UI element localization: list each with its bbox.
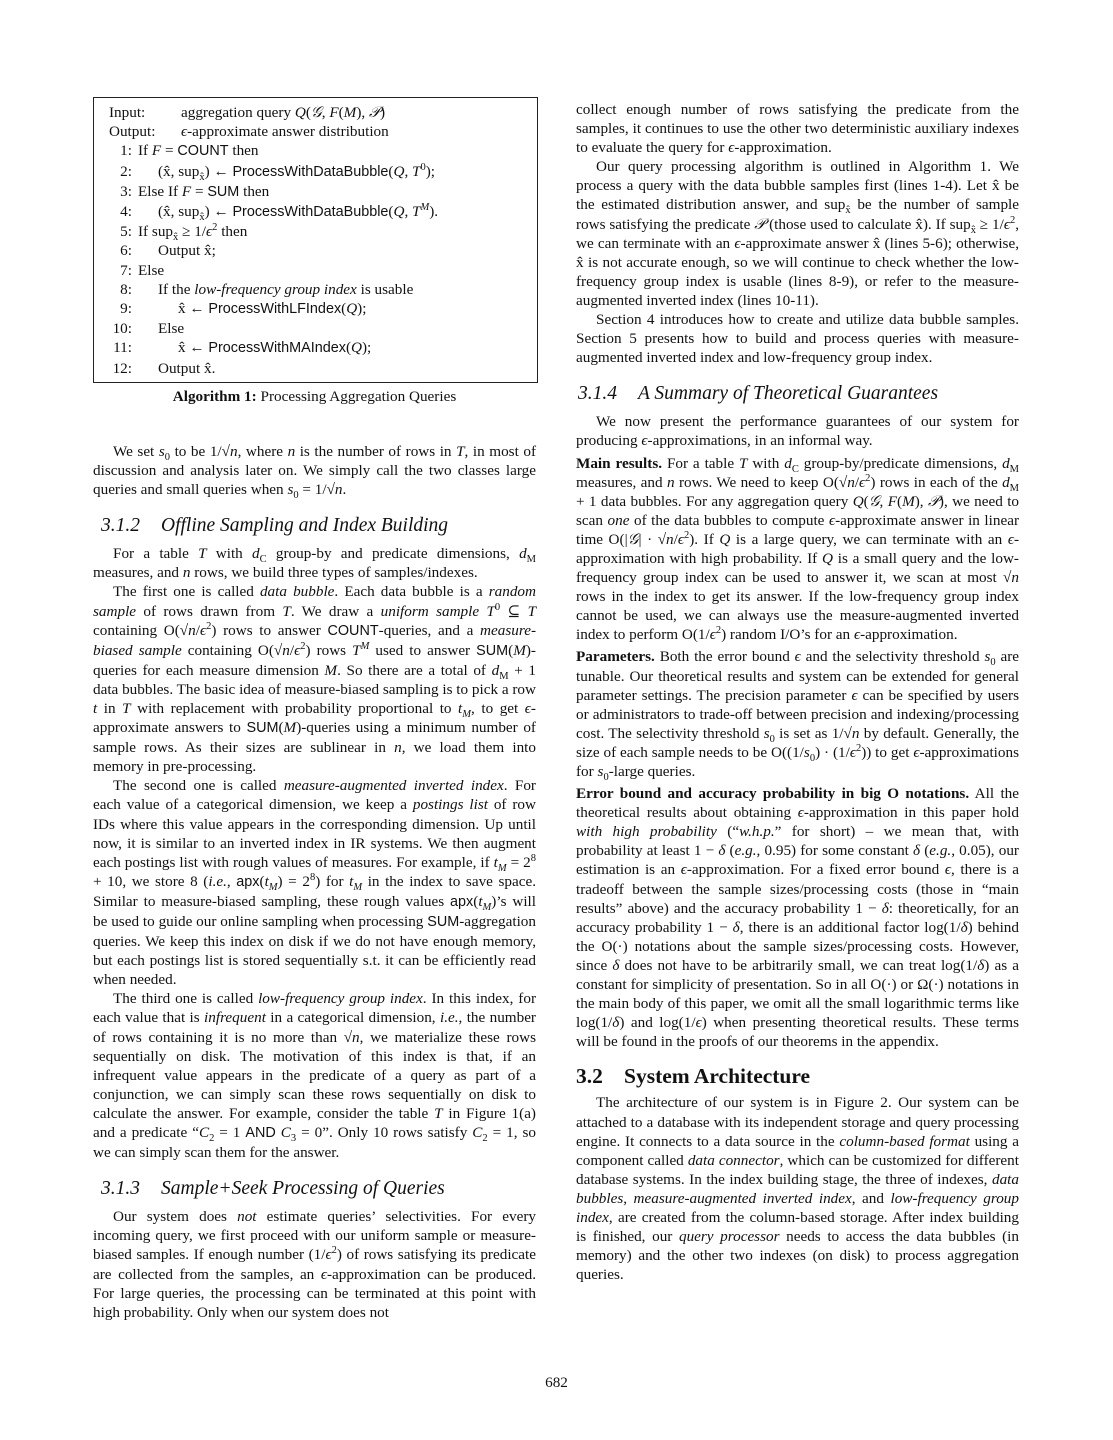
section-heading-3-1-4 — [578, 383, 1019, 405]
algorithm-line — [104, 222, 527, 244]
algorithm-line — [104, 280, 527, 299]
section-number: 3.1.3 — [101, 1178, 140, 1200]
algorithm-caption-label: Algorithm 1: — [172, 387, 257, 405]
right-column — [576, 100, 1019, 1284]
section-title: Sample+Seek Processing of Queries — [161, 1178, 445, 1200]
algorithm-input — [104, 103, 527, 122]
algorithm-line — [104, 338, 527, 358]
algorithm-input-text: aggregation query Q(𝒢, F(M), 𝒫) — [181, 104, 385, 121]
left-column — [93, 97, 536, 1322]
section-title: Offline Sampling and Index Building — [161, 515, 449, 537]
paragraph: The third one is called low-frequency group index. In this index, for each value that is infrequent in a categorical dimension, i.e., the number of rows containing it is no more than √n, we materialize these rows sequentially on disk. The motivation of this index is that, if an infrequent value appears in the predicate of a query as part of a conjunction, we can simply scan these rows sequentially on disk to calculate the answer. For example, consider the table T in Figure 1(a) and a predicate “$C_2 = 1$ AND $C_3 = 0$”. Only 10 rows satisfy $C_2 = 1$, so we can simply scan them for the answer. — [93, 990, 537, 1162]
algorithm-caption — [93, 387, 536, 406]
section-number: 3.2 — [576, 1064, 603, 1089]
paragraph: For a table T with $d_C$ group-by and predicate dimensions, $d_M$ measures, and n rows, we build three types of samples/indexes. — [93, 545, 536, 582]
algorithm-line-text: Else If F = SUM then — [138, 182, 270, 200]
algorithm-line-text: If the low-frequency group index is usable — [158, 280, 414, 298]
algorithm-line-number: 5: — [120, 223, 132, 241]
section-title: A Summary of Theoretical Guarantees — [638, 383, 939, 405]
paragraph-guarantees-intro: We now present the performance guarantees of our system for producing ϵ-approximations, in an informal way. — [576, 413, 1019, 450]
algorithm-line — [104, 359, 527, 378]
algorithm-line-number: 7: — [120, 261, 132, 279]
runin-heading-error-bound: Error bound and accuracy probability in big O notations. — [576, 785, 970, 803]
section-number: 3.1.2 — [101, 515, 140, 537]
algorithm-line — [104, 202, 527, 222]
paragraph-error-bound — [576, 784, 1019, 1051]
algorithm-box — [93, 97, 538, 383]
algorithm-output — [104, 122, 527, 141]
algorithm-line-number: 2: — [120, 162, 132, 180]
algorithm-line — [104, 319, 527, 338]
runin-heading-main-results: Main results. — [576, 454, 663, 472]
algorithm-line-number: 11: — [113, 339, 132, 357]
paragraph: Our system does not estimate queries’ selectivities. For every incoming query, we first proceed with our uniform sample or measure-biased samples. If enough number $(1/\epsilon^2)$ of rows satisfying its predicate are collected from the samples, an ϵ-approximation can be produced. For large queries, the processing can be terminated at this point with high probability. Only when our system does not — [93, 1208, 536, 1321]
section-heading-3-2 — [576, 1064, 1019, 1088]
section-3-1-3-body — [93, 1207, 536, 1322]
error-bound-text: All the theoretical results about obtaining ϵ-approximation in this paper hold with high probability (“w.h.p.” for short) – we mean that, with probability at least 1 − δ (e.g., 0.95) for some constant δ (e.g., 0.05), our estimation is an ϵ-approximation. For a fixed error bound ϵ, there is a tradeoff between the sample sizes/processing costs (those in “main results” above) and the accuracy probability 1 − δ: theoretically, for an accuracy probability 1 − δ, there is an additional factor log(1/δ) behind the O(·) notations about the sample sizes/processing costs. However, since δ does not have to be arbitrarily small, we can treat log(1/δ) as a constant for simplicity of presentation. So in all O(·) or Ω(·) notations in the main body of this paper, we omit all the small logarithmic terms like log(1/δ) and log(1/ϵ) when presenting theoretical results. These terms will be found in the proofs of our theorems in the appendix. — [576, 785, 1020, 1051]
parameters-text: Both the error bound ϵ and the selectivity threshold $s_0$ are tunable. Our theoretical results and system can be extended for general parameter settings. The precision parameter ϵ can be specified by users or administrators to trade-off between precision and indexing/processing cost. The selectivity threshold $s_0$ is set as 1/√n by default. Generally, the size of each sample needs to be $O((1/s_0) \cdot (1/\epsilon^2))$ to get ϵ-approximations for $s_0$-large queries. — [576, 648, 1019, 784]
section-heading-3-1-3 — [101, 1178, 536, 1200]
paragraph: The first one is called data bubble. Each data bubble is a random sample of rows drawn from T. We draw a uniform sample $T^0$ ⊆ T containing $O(√n/\epsilon^2)$ rows to answer COUNT-queries, and a measure-biased sample containing $O(√n/\epsilon^2)$ rows $T^M$ used to answer SUM(M)-queries for each measure dimension M. So there are a total of $d_M + 1$ data bubbles. The basic idea of measure-biased sampling is to pick a row t in T with replacement with probability proportional to $t_M$, to get ϵ-approximate answers to SUM(M)-queries using a minimum number of sample rows. As their sizes are sublinear in n, we load them into memory in pre-processing. — [93, 583, 537, 776]
paragraph-continued: collect enough number of rows satisfying the predicate from the samples, it continues to use the other two deterministic auxiliary indexes to evaluate the query for ϵ-approximation. — [576, 101, 1019, 157]
paragraph-parameters — [576, 647, 1019, 784]
paragraph: Our query processing algorithm is outlined in Algorithm 1. We process a query with the data bubble samples first (lines 1-4). Let x̂ be the estimated distribution answer, and sup$_{x̂}$ be the number of sample rows satisfying the predicate 𝒫 (those used to calculate x̂). If $sup_{x̂} \ge 1/\epsilon^2$, we can terminate with an ϵ-approximate answer x̂ (lines 5-6); otherwise, x̂ is not accurate enough, so we will continue to check whether the low-frequency group index is usable (lines 8-9), or refer to the measure-augmented inverted index (lines 10-11). — [576, 158, 1019, 309]
algorithm-line-number: 4: — [120, 203, 132, 221]
algorithm-line-text: (x̂, sup$_{x̂}$) ← ProcessWithDataBubble(Q, $T^0$); — [158, 161, 436, 183]
algorithm-line-text: x̂ ← ProcessWithLFIndex(Q); — [178, 300, 367, 318]
algorithm-line — [104, 261, 527, 280]
page-number: 682 — [545, 1374, 568, 1391]
algorithm-line-text: If F = COUNT then — [138, 142, 259, 160]
algorithm-output-label: Output: — [109, 123, 156, 141]
paragraph: Section 4 introduces how to create and utilize data bubble samples. Section 5 presents how to build and process queries with measure-augmented inverted index and low-frequency group index. — [576, 311, 1019, 367]
algorithm-line-number: 9: — [120, 300, 132, 318]
algorithm-input-label: Input: — [109, 104, 146, 121]
paragraph-main-results — [576, 454, 1019, 645]
algorithm-line-text: x̂ ← ProcessWithMAIndex(Q); — [178, 339, 372, 357]
algorithm-line-number: 12: — [112, 359, 132, 377]
section-3-1-2-body — [93, 544, 536, 1162]
section-title: System Architecture — [624, 1064, 811, 1089]
algorithm-line — [104, 241, 527, 260]
section-heading-3-1-2 — [101, 515, 536, 537]
algorithm-line-text: Else — [158, 320, 185, 338]
algorithm-line-number: 1: — [120, 142, 132, 160]
algorithm-line-text: If $sup_{x̂} \ge 1/\epsilon^2$ then — [138, 222, 248, 244]
algorithm-overview-body — [576, 157, 1019, 367]
section-number: 3.1.4 — [578, 383, 617, 405]
algorithm-line-text: Output x̂. — [158, 359, 216, 377]
algorithm-line — [104, 182, 527, 202]
algorithm-lines — [104, 141, 527, 377]
algorithm-line — [104, 299, 527, 319]
paragraph-system-architecture: The architecture of our system is in Figure 2. Our system can be attached to a database with its independent storage and query processing engine. It connects to a data source in the column-based format using a component called data connector, which can be customized for different database systems. In the index building stage, the three of indexes, data bubbles, measure-augmented inverted index, and low-frequency group index, are created from the column-based storage. After index building is finished, our query processor needs to access the data bubbles (in memory) and the other two indexes (on disk) to process aggregation queries. — [576, 1094, 1019, 1284]
algorithm-line-number: 10: — [112, 320, 132, 338]
algorithm-line-text: Else — [138, 261, 165, 279]
algorithm-line-number: 6: — [120, 242, 132, 260]
algorithm-caption-text: Processing Aggregation Queries — [260, 387, 457, 405]
algorithm-output-text: ϵ-approximate answer distribution — [181, 123, 389, 141]
algorithm-line-text: Output x̂; — [158, 242, 216, 260]
algorithm-line-text: (x̂, sup$_{x̂}$) ← ProcessWithDataBubble(Q, $T^M$). — [158, 201, 439, 224]
paragraph: The second one is called measure-augmented inverted index. For each value of a categorical dimension, we keep a postings list of row IDs where this value appears in the corresponding dimension. Up until now, it is similar to an inverted index in IR systems. We then augment each postings list with rough values of measures. For example, if $t_M = 2^8 + 10$, we store 8 (i.e., $apx(t_M) = 2^8$) for $t_M$ in the index to save space. Similar to measure-biased sampling, these rough values $apx(t_M)’s$ will be used to guide our online sampling when processing SUM-aggregation queries. We keep this index on disk if we do not have enough memory, but each postings list is stored sequentially s.t. it can be efficiently read when needed. — [93, 777, 537, 989]
algorithm-line-number: 8: — [120, 280, 132, 298]
algorithm-line — [104, 162, 527, 182]
algorithm-line-number: 3: — [120, 182, 132, 200]
paragraph-s0-definition: We set $s_0$ to be 1/√n, where n is the number of rows in T, in most of discussion and analysis later on. We simply call the two classes large queries and small queries when $s_0 = 1/√n$. — [93, 442, 536, 502]
runin-heading-parameters: Parameters. — [576, 648, 655, 666]
main-results-text: For a table T with $d_C$ group-by/predicate dimensions, $d_M$ measures, and n rows. We need to keep $O(√n/\epsilon^2)$ rows in each of the $d_M + 1$ data bubbles. For any aggregation query Q(𝒢, F(M), 𝒫), we need to scan one of the data bubbles to compute ϵ-approximate answer in linear time O(|𝒢| · $√n/\epsilon^2$). If Q is a large query, we can terminate with an ϵ-approximation with high probability. If Q is a small query and the low-frequency group index can be used to answer it, we scan at most √n rows in the index to get its answer. If the low-frequency group index cannot be used, we can always use the measure-augmented inverted index to perform $O(1/\epsilon^2)$ random I/O’s for an ϵ-approximation. — [576, 454, 1020, 644]
algorithm-line — [104, 141, 527, 161]
